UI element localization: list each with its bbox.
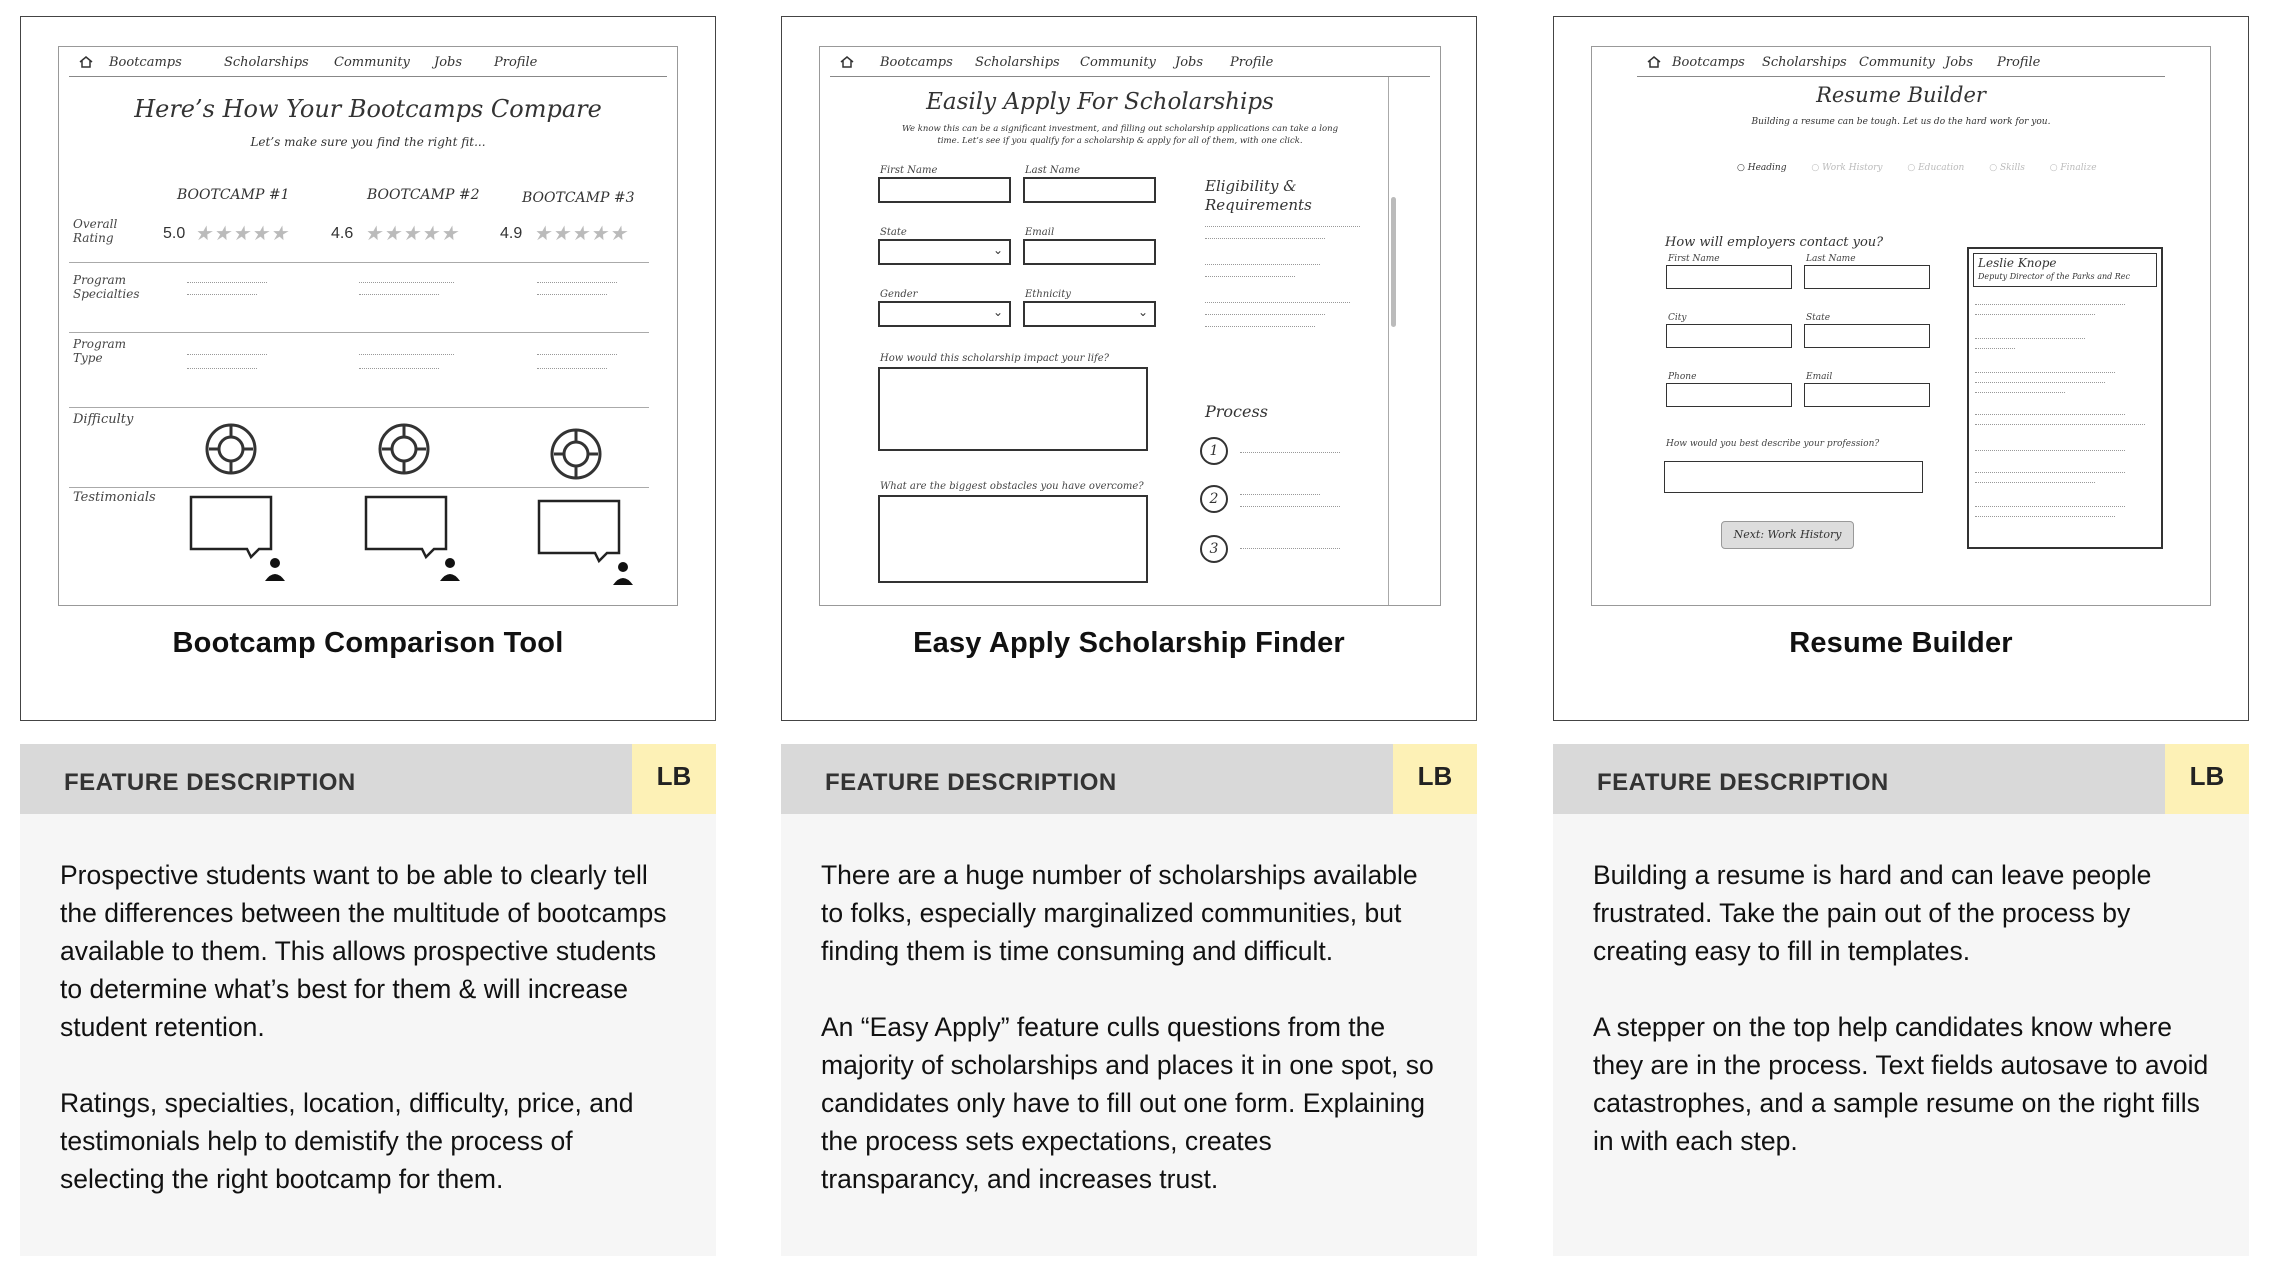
placeholder-text (359, 287, 439, 295)
feature-card (20, 16, 716, 721)
question-label: How would this scholarship impact your life? (880, 353, 1110, 364)
wireframe-nav (1637, 47, 2165, 77)
nav-item[interactable]: Scholarships (975, 55, 1060, 70)
placeholder-text (1975, 331, 2085, 339)
card-title: Easy Apply Scholarship Finder (913, 627, 1345, 659)
placeholder-text (537, 361, 607, 369)
stepper (1737, 163, 2097, 173)
process-step-icon: 1 (1200, 437, 1228, 465)
contact-question: How will employers contact you? (1665, 235, 1884, 250)
row-label: Difficulty (73, 412, 134, 427)
email-input[interactable] (1023, 239, 1156, 265)
chevron-down-icon: ⌄ (992, 305, 1003, 319)
feature-description-header (20, 744, 716, 814)
wireframe-nav (69, 47, 667, 77)
field-label: First Name (880, 165, 938, 176)
field-label: Phone (1668, 372, 1697, 382)
field-label: Gender (880, 289, 918, 300)
bootcamp-header: BOOTCAMP #1 (177, 187, 290, 203)
next-button[interactable]: Next: Work History (1721, 521, 1854, 549)
placeholder-text (1975, 341, 2015, 349)
row-label: Overall Rating (73, 217, 118, 245)
home-icon (1647, 56, 1661, 68)
field-label: Email (1806, 372, 1833, 382)
divider (69, 332, 649, 333)
nav-item[interactable]: Community (1080, 55, 1156, 70)
bootcamp-header: BOOTCAMP #3 (522, 190, 635, 206)
home-icon (79, 56, 93, 68)
placeholder-text (1975, 509, 2115, 517)
nav-item[interactable]: Scholarships (224, 55, 309, 70)
placeholder-text (1205, 231, 1325, 239)
field-label: Ethnicity (1025, 289, 1071, 300)
placeholder-text (359, 347, 454, 355)
nav-item[interactable]: Jobs (434, 55, 463, 70)
placeholder-text (359, 361, 439, 369)
nav-item[interactable]: Profile (494, 55, 538, 70)
nav-item[interactable]: Profile (1997, 55, 2041, 70)
process-step-icon: 3 (1200, 535, 1228, 563)
star-rating: ★★★★★ (364, 221, 459, 245)
description-paragraph: Ratings, specialties, location, difficulty, price, and testimonials help to demistify the process of selecting the right bootcamp for them. (60, 1088, 634, 1194)
state-input[interactable] (1804, 324, 1930, 348)
feature-description-header (781, 744, 1477, 814)
placeholder-text (537, 347, 617, 355)
placeholder-text (187, 361, 257, 369)
placeholder-text (1205, 307, 1325, 315)
resume-role: Deputy Director of the Parks and Rec (1978, 272, 2131, 281)
nav-item[interactable]: Bootcamps (1672, 55, 1745, 70)
scrollbar[interactable] (1388, 77, 1398, 606)
city-input[interactable] (1666, 324, 1792, 348)
feature-description-body (20, 814, 716, 1256)
wireframe-screenshot (819, 46, 1441, 606)
rating-value: 4.9 (500, 225, 523, 242)
rating-value: 5.0 (163, 225, 186, 242)
nav-item[interactable]: Bootcamps (109, 55, 182, 70)
feature-description-body (1553, 814, 2249, 1256)
placeholder-text (1205, 257, 1320, 265)
stepper-step[interactable]: ○ Work History (1811, 163, 1883, 173)
testimonial-bubble-icon (189, 495, 285, 585)
feature-description-header (1553, 744, 2249, 814)
placeholder-text (1975, 417, 2145, 425)
resume-name: Leslie Knope (1978, 256, 2057, 270)
nav-item[interactable]: Jobs (1175, 55, 1204, 70)
stepper-step[interactable]: ○ Education (1907, 163, 1965, 173)
placeholder-text (1975, 375, 2105, 383)
placeholder-text (537, 275, 617, 283)
wireframe-subheading: Building a resume can be tough. Let us do the hard work for you. (1751, 117, 2051, 127)
author-badge: LB (632, 744, 716, 814)
card-title: Resume Builder (1789, 627, 2013, 659)
last-name-input[interactable] (1804, 265, 1930, 289)
home-icon (840, 56, 854, 68)
divider (69, 487, 649, 488)
first-name-input[interactable] (1666, 265, 1792, 289)
first-name-input[interactable] (878, 177, 1011, 203)
placeholder-text (1205, 219, 1360, 227)
stepper-step[interactable]: ○ Finalize (2049, 163, 2097, 173)
wireframe-screenshot (58, 46, 678, 606)
phone-input[interactable] (1666, 383, 1792, 407)
nav-item[interactable]: Profile (1230, 55, 1274, 70)
difficulty-gauge-icon (549, 427, 603, 481)
placeholder-text (359, 275, 454, 283)
placeholder-text (1975, 297, 2125, 305)
email-input[interactable] (1804, 383, 1930, 407)
divider (69, 262, 649, 263)
field-label: Email (1025, 227, 1055, 238)
author-badge: LB (2165, 744, 2249, 814)
placeholder-text (187, 347, 267, 355)
feature-column-bootcamp (20, 0, 716, 1278)
placeholder-text (187, 287, 257, 295)
feature-card (781, 16, 1477, 721)
feature-column-resume (1553, 0, 2249, 1278)
description-paragraph: An “Easy Apply” feature culls questions from the majority of scholarships and places it in one spot, so candidates only have to fill out one form. Explaining the process sets expectations, creates transparancy, and increases trust. (821, 1012, 1434, 1194)
wireframe-heading: Easily Apply For Scholarships (926, 89, 1274, 115)
feature-card (1553, 16, 2249, 721)
stepper-step-active[interactable]: ○ Heading (1737, 163, 1787, 173)
chevron-down-icon: ⌄ (1137, 305, 1148, 319)
placeholder-text (1975, 443, 2125, 451)
sample-resume-panel (1967, 247, 2163, 549)
impact-textarea[interactable] (878, 367, 1148, 451)
testimonial-bubble-icon (537, 499, 633, 589)
description-paragraph: Building a resume is hard and can leave people frustrated. Take the pain out of the process by creating easy to fill in templates. (1593, 860, 2152, 966)
testimonial-bubble-icon (364, 495, 460, 585)
row-label: Testimonials (73, 490, 156, 505)
placeholder-text (537, 287, 607, 295)
wireframe-screenshot (1591, 46, 2211, 606)
placeholder-text (187, 275, 267, 283)
placeholder-text (1205, 295, 1350, 303)
scrollbar-thumb[interactable] (1391, 197, 1396, 327)
star-rating: ★★★★★ (533, 221, 628, 245)
profession-input[interactable] (1664, 461, 1923, 493)
description-paragraph: There are a huge number of scholarships available to folks, especially marginalized communities, but finding them is time consuming and difficult. (821, 860, 1418, 966)
row-label: Program Specialties (73, 273, 140, 301)
feature-column-scholarship (781, 0, 1477, 1278)
resume-header (1973, 253, 2157, 287)
stepper-step[interactable]: ○ Skills (1989, 163, 2025, 173)
bootcamp-header: BOOTCAMP #2 (367, 187, 480, 203)
field-label: State (1806, 313, 1831, 323)
feature-description-label: FEATURE DESCRIPTION (825, 769, 1117, 796)
wireframe-heading: Here’s How Your Bootcamps Compare (134, 95, 602, 123)
feature-description-body (781, 814, 1477, 1256)
placeholder-text (1975, 475, 2095, 483)
nav-item[interactable]: Jobs (1945, 55, 1974, 70)
placeholder-text (1975, 499, 2125, 507)
wireframe-subheading: Let’s make sure you find the right fit... (250, 135, 486, 149)
field-label: State (880, 227, 907, 238)
nav-item[interactable]: Scholarships (1762, 55, 1847, 70)
placeholder-text (1205, 319, 1315, 327)
question-label: What are the biggest obstacles you have overcome? (880, 481, 1144, 492)
state-select[interactable] (878, 239, 1011, 265)
field-label: Last Name (1806, 254, 1856, 264)
last-name-input[interactable] (1023, 177, 1156, 203)
wireframe-subheading: We know this can be a significant investment, and filling out scholarship applications can take a long time. Let’s see if you qualify for a scholarship & apply for all of them, with one click. (901, 124, 1339, 146)
obstacles-textarea[interactable] (878, 495, 1148, 583)
placeholder-text (1975, 407, 2125, 415)
difficulty-gauge-icon (377, 422, 431, 476)
process-step-icon: 2 (1200, 485, 1228, 513)
question-label: How would you best describe your profession? (1666, 439, 1880, 449)
divider (69, 407, 649, 408)
field-label: City (1668, 313, 1687, 323)
placeholder-text (1240, 541, 1340, 549)
placeholder-text (1240, 487, 1320, 495)
chevron-down-icon: ⌄ (992, 243, 1003, 257)
description-paragraph: A stepper on the top help candidates know where they are in the process. Text fields autosave to avoid catastrophes, and a sample resume on the right fills in with each step. (1593, 1012, 2209, 1156)
feature-description-label: FEATURE DESCRIPTION (1597, 769, 1889, 796)
gender-select[interactable] (878, 301, 1011, 327)
star-rating: ★★★★★ (194, 221, 289, 245)
placeholder-text (1975, 307, 2095, 315)
row-label: Program Type (73, 337, 126, 365)
feature-description-label: FEATURE DESCRIPTION (64, 769, 356, 796)
nav-item[interactable]: Community (334, 55, 410, 70)
eligibility-title: Eligibility & Requirements (1205, 177, 1312, 214)
placeholder-text (1240, 499, 1340, 507)
wireframe-heading: Resume Builder (1816, 83, 1986, 107)
placeholder-text (1205, 269, 1295, 277)
wireframe-nav (830, 47, 1430, 77)
placeholder-text (1975, 465, 2125, 473)
difficulty-gauge-icon (204, 422, 258, 476)
ethnicity-select[interactable] (1023, 301, 1156, 327)
placeholder-text (1975, 365, 2115, 373)
author-badge: LB (1393, 744, 1477, 814)
field-label: Last Name (1025, 165, 1081, 176)
process-title: Process (1205, 402, 1268, 421)
nav-item[interactable]: Bootcamps (880, 55, 953, 70)
placeholder-text (1240, 445, 1340, 453)
rating-value: 4.6 (331, 225, 354, 242)
field-label: First Name (1668, 254, 1720, 264)
placeholder-text (1975, 385, 2065, 393)
nav-item[interactable]: Community (1859, 55, 1935, 70)
card-title: Bootcamp Comparison Tool (172, 627, 564, 659)
description-paragraph: Prospective students want to be able to clearly tell the differences between the multitude of bootcamps available to them. This allows prospective students to determine what’s best for them & will increase student retention. (60, 860, 667, 1042)
